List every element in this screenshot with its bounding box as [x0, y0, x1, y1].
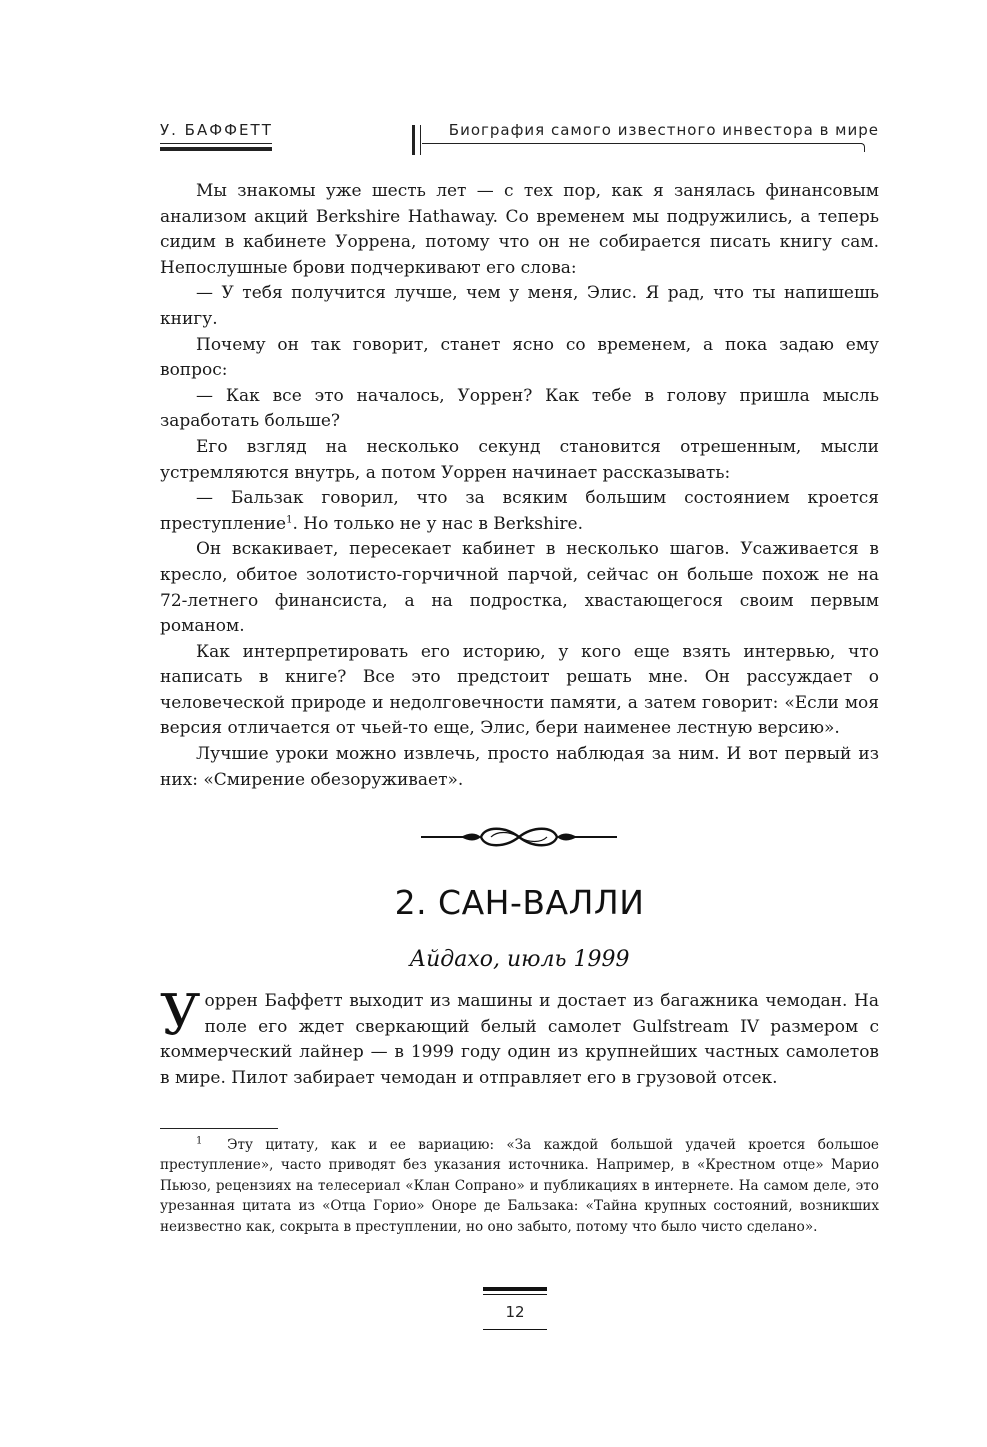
footnote	[160, 1135, 879, 1237]
paragraph: Как интерпретировать его историю, у кого еще взять интервью, что написать в книге? Все это предстоит решать мне. Он рассуждает о человеческой природе и недолговечности памяти, а затем говорит: «Если моя версия отличается от чьей-то еще, Элис, бери наименее лестную версию».	[160, 641, 879, 739]
page-number-rule-thin	[483, 1294, 547, 1295]
chapter-title: 2. САН-ВАЛЛИ	[394, 883, 645, 922]
footnote-text: Эту цитату, как и ее вариацию: «За каждой большой удачей кроется большое преступление», часто приводят без указания источника. Например, в «Крестном отце» Марио Пьюзо, рецензиях на телесериал «Клан Сопрано» и публикациях в интернете. На самом деле, это урезанная цитата из «Отца Горио» Оноре де Бальзака: «Тайна крупных состояний, возникших неизвестно как, сокрыта в преступлении, но оно забыто, потому что было чисто сделано».	[160, 1137, 879, 1235]
header-rule-right	[422, 143, 862, 144]
running-header-author: У. БАФФЕТТ	[160, 121, 273, 139]
header-divider-thin	[420, 125, 421, 155]
paragraph: Его взгляд на несколько секунд становится отрешенным, мысли устремляются внутрь, а потом Уоррен начинает рассказывать:	[160, 436, 879, 483]
page-number-rule-bottom	[483, 1329, 547, 1330]
page-number-rule-thick	[483, 1287, 547, 1291]
drop-cap: У	[160, 983, 201, 1048]
header-rule-hook	[858, 143, 865, 152]
paragraph: Он вскакивает, пересекает кабинет в несколько шагов. Усаживается в кресло, обитое золотисто-горчичной парчой, сейчас он больше похож не на 72-летнего финансиста, а на подростка, хвастающегося своим первым романом.	[160, 539, 879, 637]
quote-after: . Но только не у нас в Berkshire.	[292, 513, 583, 534]
quote-paragraph	[160, 486, 879, 537]
footnote-rule	[160, 1128, 278, 1129]
chapter-text-block	[160, 983, 879, 1091]
paragraph: Лучшие уроки можно извлечь, просто наблюдая за ним. И вот первый из них: «Смирение обезоруживает».	[160, 744, 879, 790]
paragraph: Мы знакомы уже шесть лет — с тех пор, как я занялась финансовым анализом акций Berkshire Hathaway. Со временем мы подружились, а теперь сидим в кабинете Уоррена, потому что он не собирается писать книгу сам. Непослушные брови подчеркивают его слова:	[160, 181, 879, 278]
chapter-paragraph-text: оррен Баффетт выходит из машины и достает из багажника чемодан. На поле его ждет сверкающий белый самолет Gulfstream IV размером с коммерческий лайнер — в 1999 году один из крупнейших частных самолетов в мире. Пилот забирает чемодан и отправляет его в грузовой отсек.	[160, 991, 879, 1088]
chapter-subtitle: Айдахо, июль 1999	[409, 947, 630, 972]
footnote-reference[interactable]: 1	[286, 514, 293, 526]
intro-text-block	[160, 179, 879, 793]
flourish-ornament-icon	[421, 820, 617, 854]
chapter-first-paragraph	[160, 983, 879, 1091]
paragraph: — У тебя получится лучше, чем у меня, Элис. Я рад, что ты напишешь книгу.	[160, 283, 879, 329]
paragraph: — Как все это началось, Уоррен? Как тебе в голову пришла мысль заработать больше?	[160, 385, 879, 432]
page-number: 12	[505, 1303, 525, 1321]
footnote-number: 1	[196, 1135, 203, 1147]
paragraph: Почему он так говорит, станет ясно со временем, а пока задаю ему вопрос:	[160, 334, 879, 381]
header-rule-thick	[160, 147, 272, 151]
running-header-title: Биография самого известного инвестора в мире	[448, 121, 879, 139]
quote-before: — Бальзак говорил, что за всяким большим состоянием кроется преступление	[160, 488, 879, 534]
header-rule-thin	[160, 143, 272, 144]
header-divider-thick	[412, 125, 415, 155]
